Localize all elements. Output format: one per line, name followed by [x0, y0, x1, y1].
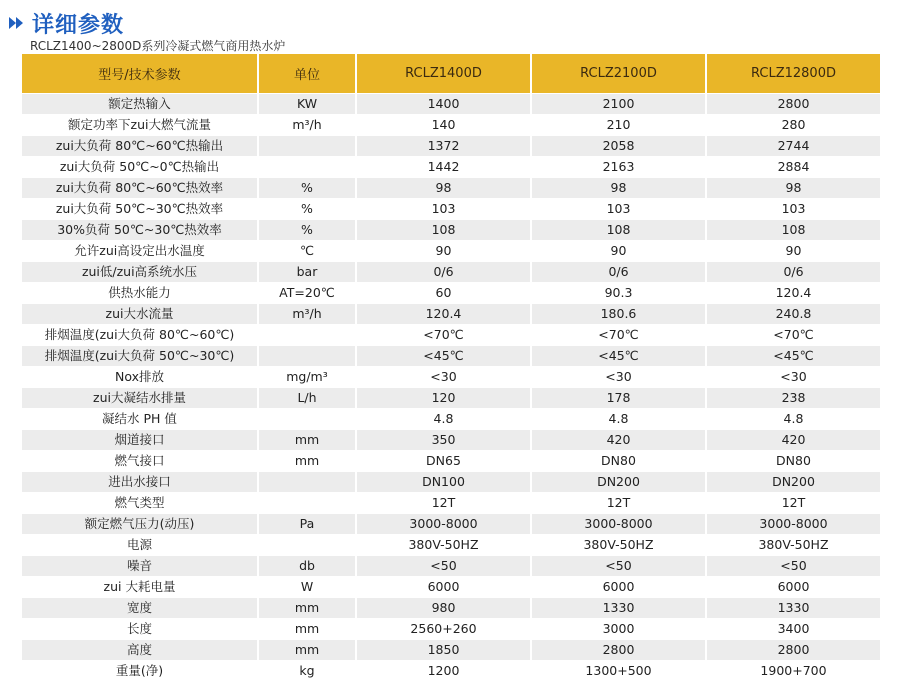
- model-3-value-cell: <30: [707, 367, 880, 388]
- model-1-value-cell: 0/6: [357, 262, 530, 283]
- table-row: [22, 493, 880, 514]
- unit-cell: mg/m³: [259, 367, 355, 388]
- unit-cell: L/h: [259, 388, 355, 409]
- unit-cell: [259, 157, 355, 178]
- param-name-cell: zui大负荷 80℃~60℃热效率: [22, 178, 257, 199]
- table-row: [22, 199, 880, 220]
- model-2-value-cell: 2800: [532, 640, 705, 661]
- model-3-value-cell: 238: [707, 388, 880, 409]
- param-name-cell: 额定功率下zui大燃气流量: [22, 115, 257, 136]
- param-name-cell: zui大水流量: [22, 304, 257, 325]
- model-2-value-cell: 3000: [532, 619, 705, 640]
- model-1-value-cell: <70℃: [357, 325, 530, 346]
- model-1-value-cell: 980: [357, 598, 530, 619]
- param-name-cell: 供热水能力: [22, 283, 257, 304]
- model-3-value-cell: 3400: [707, 619, 880, 640]
- table-row: [22, 94, 880, 115]
- model-3-value-cell: <45℃: [707, 346, 880, 367]
- param-name-cell: 排烟温度(zui大负荷 50℃~30℃): [22, 346, 257, 367]
- table-row: [22, 283, 880, 304]
- table-row: [22, 304, 880, 325]
- param-name-cell: 30%负荷 50℃~30℃热效率: [22, 220, 257, 241]
- model-1-value-cell: 103: [357, 199, 530, 220]
- model-1-value-cell: 1200: [357, 661, 530, 682]
- model-3-value-cell: 240.8: [707, 304, 880, 325]
- model-2-value-cell: <50: [532, 556, 705, 577]
- param-name-cell: Nox排放: [22, 367, 257, 388]
- model-2-value-cell: 1300+500: [532, 661, 705, 682]
- unit-cell: AT=20℃: [259, 283, 355, 304]
- model-3-value-cell: DN80: [707, 451, 880, 472]
- table-row: [22, 115, 880, 136]
- model-1-value-cell: 1850: [357, 640, 530, 661]
- table-row: [22, 598, 880, 619]
- unit-cell: Pa: [259, 514, 355, 535]
- model-3-value-cell: 3000-8000: [707, 514, 880, 535]
- model-1-value-cell: 3000-8000: [357, 514, 530, 535]
- table-row: [22, 388, 880, 409]
- model-3-value-cell: 120.4: [707, 283, 880, 304]
- table-row: [22, 367, 880, 388]
- model-2-value-cell: 3000-8000: [532, 514, 705, 535]
- model-3-value-cell: 103: [707, 199, 880, 220]
- table-row: [22, 220, 880, 241]
- header-model-1: RCLZ1400D: [357, 54, 530, 94]
- page-title: 详细参数: [32, 12, 125, 38]
- model-3-value-cell: <50: [707, 556, 880, 577]
- model-2-value-cell: 103: [532, 199, 705, 220]
- table-row: [22, 472, 880, 493]
- model-2-value-cell: 4.8: [532, 409, 705, 430]
- model-1-value-cell: 60: [357, 283, 530, 304]
- model-1-value-cell: <50: [357, 556, 530, 577]
- table-row: [22, 619, 880, 640]
- param-name-cell: 额定热输入: [22, 94, 257, 115]
- model-1-value-cell: 4.8: [357, 409, 530, 430]
- model-1-value-cell: 1400: [357, 94, 530, 115]
- header-unit: 单位: [259, 54, 355, 94]
- unit-cell: [259, 409, 355, 430]
- model-1-value-cell: DN65: [357, 451, 530, 472]
- unit-cell: bar: [259, 262, 355, 283]
- unit-cell: [259, 325, 355, 346]
- model-3-value-cell: 0/6: [707, 262, 880, 283]
- param-name-cell: 排烟温度(zui大负荷 80℃~60℃): [22, 325, 257, 346]
- unit-cell: KW: [259, 94, 355, 115]
- model-2-value-cell: 98: [532, 178, 705, 199]
- unit-cell: mm: [259, 451, 355, 472]
- table-row: [22, 346, 880, 367]
- param-name-cell: 燃气类型: [22, 493, 257, 514]
- model-2-value-cell: 178: [532, 388, 705, 409]
- table-row: [22, 325, 880, 346]
- table-header-row: [22, 54, 880, 94]
- model-3-value-cell: 280: [707, 115, 880, 136]
- model-1-value-cell: 350: [357, 430, 530, 451]
- param-name-cell: zui大负荷 80℃~60℃热输出: [22, 136, 257, 157]
- model-1-value-cell: 1442: [357, 157, 530, 178]
- unit-cell: [259, 535, 355, 556]
- unit-cell: [259, 472, 355, 493]
- model-3-value-cell: 90: [707, 241, 880, 262]
- unit-cell: %: [259, 199, 355, 220]
- model-3-value-cell: 4.8: [707, 409, 880, 430]
- model-1-value-cell: 90: [357, 241, 530, 262]
- unit-cell: %: [259, 178, 355, 199]
- header-param: 型号/技术参数: [22, 54, 257, 94]
- unit-cell: mm: [259, 430, 355, 451]
- table-row: [22, 577, 880, 598]
- spec-table: [20, 54, 882, 682]
- model-2-value-cell: 6000: [532, 577, 705, 598]
- table-row: [22, 556, 880, 577]
- header-model-3: RCLZ12800D: [707, 54, 880, 94]
- model-1-value-cell: 140: [357, 115, 530, 136]
- unit-cell: mm: [259, 619, 355, 640]
- model-2-value-cell: <45℃: [532, 346, 705, 367]
- model-3-value-cell: 108: [707, 220, 880, 241]
- model-2-value-cell: 90: [532, 241, 705, 262]
- model-1-value-cell: 1372: [357, 136, 530, 157]
- model-3-value-cell: 2800: [707, 94, 880, 115]
- unit-cell: ℃: [259, 241, 355, 262]
- model-3-value-cell: DN200: [707, 472, 880, 493]
- unit-cell: m³/h: [259, 115, 355, 136]
- model-3-value-cell: 98: [707, 178, 880, 199]
- param-name-cell: 重量(净): [22, 661, 257, 682]
- model-1-value-cell: <45℃: [357, 346, 530, 367]
- model-2-value-cell: <70℃: [532, 325, 705, 346]
- model-2-value-cell: 380V-50HZ: [532, 535, 705, 556]
- unit-cell: db: [259, 556, 355, 577]
- table-row: [22, 157, 880, 178]
- unit-cell: [259, 136, 355, 157]
- model-3-value-cell: 6000: [707, 577, 880, 598]
- param-name-cell: zui大负荷 50℃~0℃热输出: [22, 157, 257, 178]
- table-row: [22, 241, 880, 262]
- unit-cell: [259, 346, 355, 367]
- model-3-value-cell: <70℃: [707, 325, 880, 346]
- table-row: [22, 430, 880, 451]
- param-name-cell: zui大凝结水排量: [22, 388, 257, 409]
- model-3-value-cell: 2800: [707, 640, 880, 661]
- unit-cell: [259, 493, 355, 514]
- page-subtitle: RCLZ1400~2800D系列冷凝式燃气商用热水炉: [30, 39, 286, 53]
- model-1-value-cell: DN100: [357, 472, 530, 493]
- header-model-2: RCLZ2100D: [532, 54, 705, 94]
- param-name-cell: zui大负荷 50℃~30℃热效率: [22, 199, 257, 220]
- param-name-cell: zui 大耗电量: [22, 577, 257, 598]
- model-2-value-cell: 2100: [532, 94, 705, 115]
- model-1-value-cell: 6000: [357, 577, 530, 598]
- param-name-cell: 长度: [22, 619, 257, 640]
- double-arrow-right-icon: [8, 14, 26, 32]
- model-2-value-cell: 0/6: [532, 262, 705, 283]
- table-row: [22, 178, 880, 199]
- param-name-cell: 宽度: [22, 598, 257, 619]
- model-1-value-cell: 120: [357, 388, 530, 409]
- page-header: [8, 6, 124, 40]
- unit-cell: m³/h: [259, 304, 355, 325]
- model-3-value-cell: 1900+700: [707, 661, 880, 682]
- unit-cell: kg: [259, 661, 355, 682]
- param-name-cell: 允许zui高设定出水温度: [22, 241, 257, 262]
- param-name-cell: 额定燃气压力(动压): [22, 514, 257, 535]
- table-row: [22, 514, 880, 535]
- model-2-value-cell: <30: [532, 367, 705, 388]
- param-name-cell: 电源: [22, 535, 257, 556]
- table-row: [22, 262, 880, 283]
- model-1-value-cell: 108: [357, 220, 530, 241]
- model-3-value-cell: 1330: [707, 598, 880, 619]
- model-1-value-cell: <30: [357, 367, 530, 388]
- model-2-value-cell: 2163: [532, 157, 705, 178]
- model-3-value-cell: 2744: [707, 136, 880, 157]
- model-1-value-cell: 380V-50HZ: [357, 535, 530, 556]
- table-row: [22, 136, 880, 157]
- model-2-value-cell: 420: [532, 430, 705, 451]
- unit-cell: mm: [259, 640, 355, 661]
- model-2-value-cell: 108: [532, 220, 705, 241]
- param-name-cell: 高度: [22, 640, 257, 661]
- param-name-cell: 凝结水 PH 值: [22, 409, 257, 430]
- model-2-value-cell: 2058: [532, 136, 705, 157]
- unit-cell: W: [259, 577, 355, 598]
- model-3-value-cell: 2884: [707, 157, 880, 178]
- table-row: [22, 535, 880, 556]
- model-2-value-cell: 180.6: [532, 304, 705, 325]
- table-row: [22, 661, 880, 682]
- table-row: [22, 640, 880, 661]
- param-name-cell: 噪音: [22, 556, 257, 577]
- model-1-value-cell: 120.4: [357, 304, 530, 325]
- param-name-cell: zui低/zui高系统水压: [22, 262, 257, 283]
- table-body: [22, 94, 880, 682]
- model-2-value-cell: 1330: [532, 598, 705, 619]
- table-row: [22, 451, 880, 472]
- unit-cell: %: [259, 220, 355, 241]
- model-2-value-cell: 90.3: [532, 283, 705, 304]
- model-1-value-cell: 98: [357, 178, 530, 199]
- model-2-value-cell: 210: [532, 115, 705, 136]
- param-name-cell: 进出水接口: [22, 472, 257, 493]
- model-1-value-cell: 2560+260: [357, 619, 530, 640]
- model-3-value-cell: 420: [707, 430, 880, 451]
- param-name-cell: 燃气接口: [22, 451, 257, 472]
- model-1-value-cell: 12T: [357, 493, 530, 514]
- model-2-value-cell: DN200: [532, 472, 705, 493]
- unit-cell: mm: [259, 598, 355, 619]
- table-row: [22, 409, 880, 430]
- model-2-value-cell: 12T: [532, 493, 705, 514]
- model-3-value-cell: 380V-50HZ: [707, 535, 880, 556]
- param-name-cell: 烟道接口: [22, 430, 257, 451]
- model-3-value-cell: 12T: [707, 493, 880, 514]
- model-2-value-cell: DN80: [532, 451, 705, 472]
